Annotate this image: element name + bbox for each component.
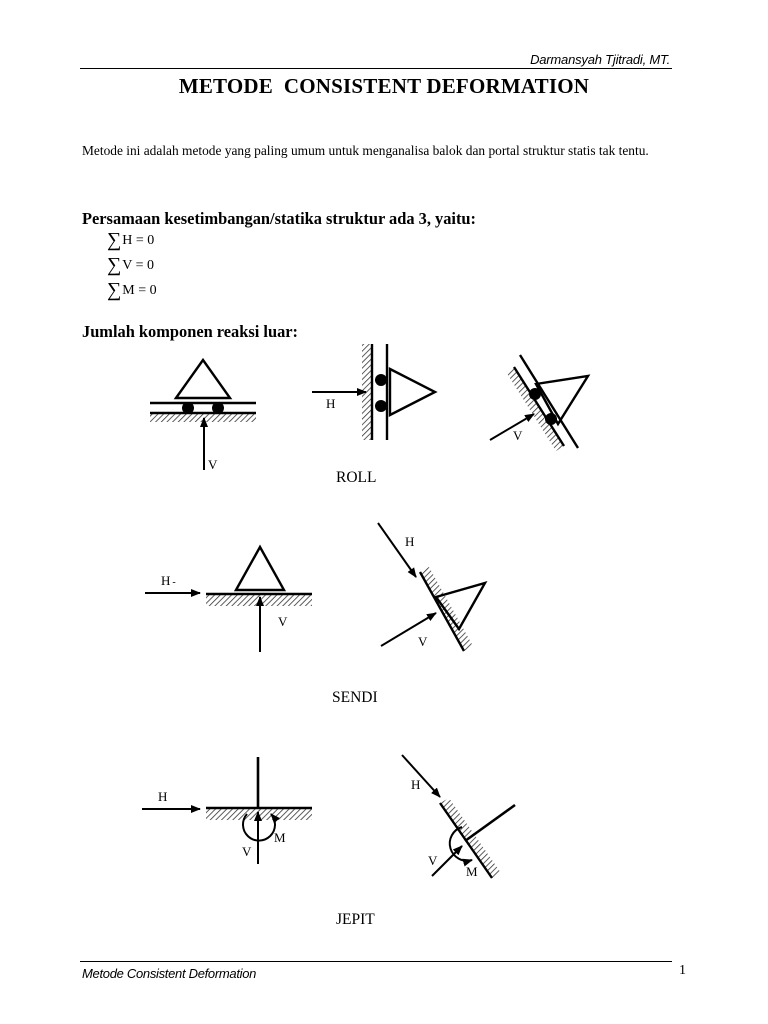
roll-2-h-label: H [326,396,336,411]
page-title: METODE CONSISTENT DEFORMATION [178,74,590,98]
sendi-1-h-label: H - [161,573,176,588]
jepit-1-v-label: V [242,844,252,859]
roll-inclined-diagram [490,355,588,451]
roll-caption: ROLL [336,469,377,486]
sendi-caption: SENDI [332,689,378,706]
sendi-2-h-label: H [405,534,415,549]
jepit-horizontal-diagram [142,757,312,864]
sendi-horizontal-diagram [145,547,312,652]
equilibrium-heading: Persamaan kesetimbangan/statika struktur ada 3, yaitu: [82,209,477,228]
jepit-1-m-label: M [274,830,286,845]
sendi-1-v-label: V [278,614,288,629]
header-author: Darmansyah Tjitradi, MT. [530,52,670,67]
page-number: 1 [679,963,686,978]
footer-title: Metode Consistent Deformation [82,966,257,981]
roll-3-v-label: V [513,428,523,443]
intro-paragraph: Metode ini adalah metode yang paling umum untuk menganalisa balok dan portal struktur statis tak tentu. [82,143,649,158]
sigma-symbol: ∑ [107,229,122,251]
roll-vertical-diagram [312,344,435,440]
sendi-inclined-diagram [378,523,485,651]
jepit-1-h-label: H [158,789,168,804]
jepit-2-m-label: M [466,864,478,879]
roll-1-v-label: V [208,457,218,472]
equation-v: ∑V = 0 [107,254,155,276]
equation-h: ∑H = 0 [107,229,155,251]
roll-horizontal-diagram [150,360,256,470]
sendi-2-v-label: V [418,634,428,649]
footer-rule [80,961,672,962]
reactions-heading: Jumlah komponen reaksi luar: [82,322,298,341]
equation-m: ∑M = 0 [107,279,157,301]
jepit-2-v-label: V [428,853,438,868]
jepit-2-h-label: H [411,777,421,792]
jepit-inclined-diagram [402,755,515,878]
sigma-symbol: ∑ [107,254,122,276]
sigma-symbol: ∑ [107,279,122,301]
jepit-caption: JEPIT [336,911,375,928]
